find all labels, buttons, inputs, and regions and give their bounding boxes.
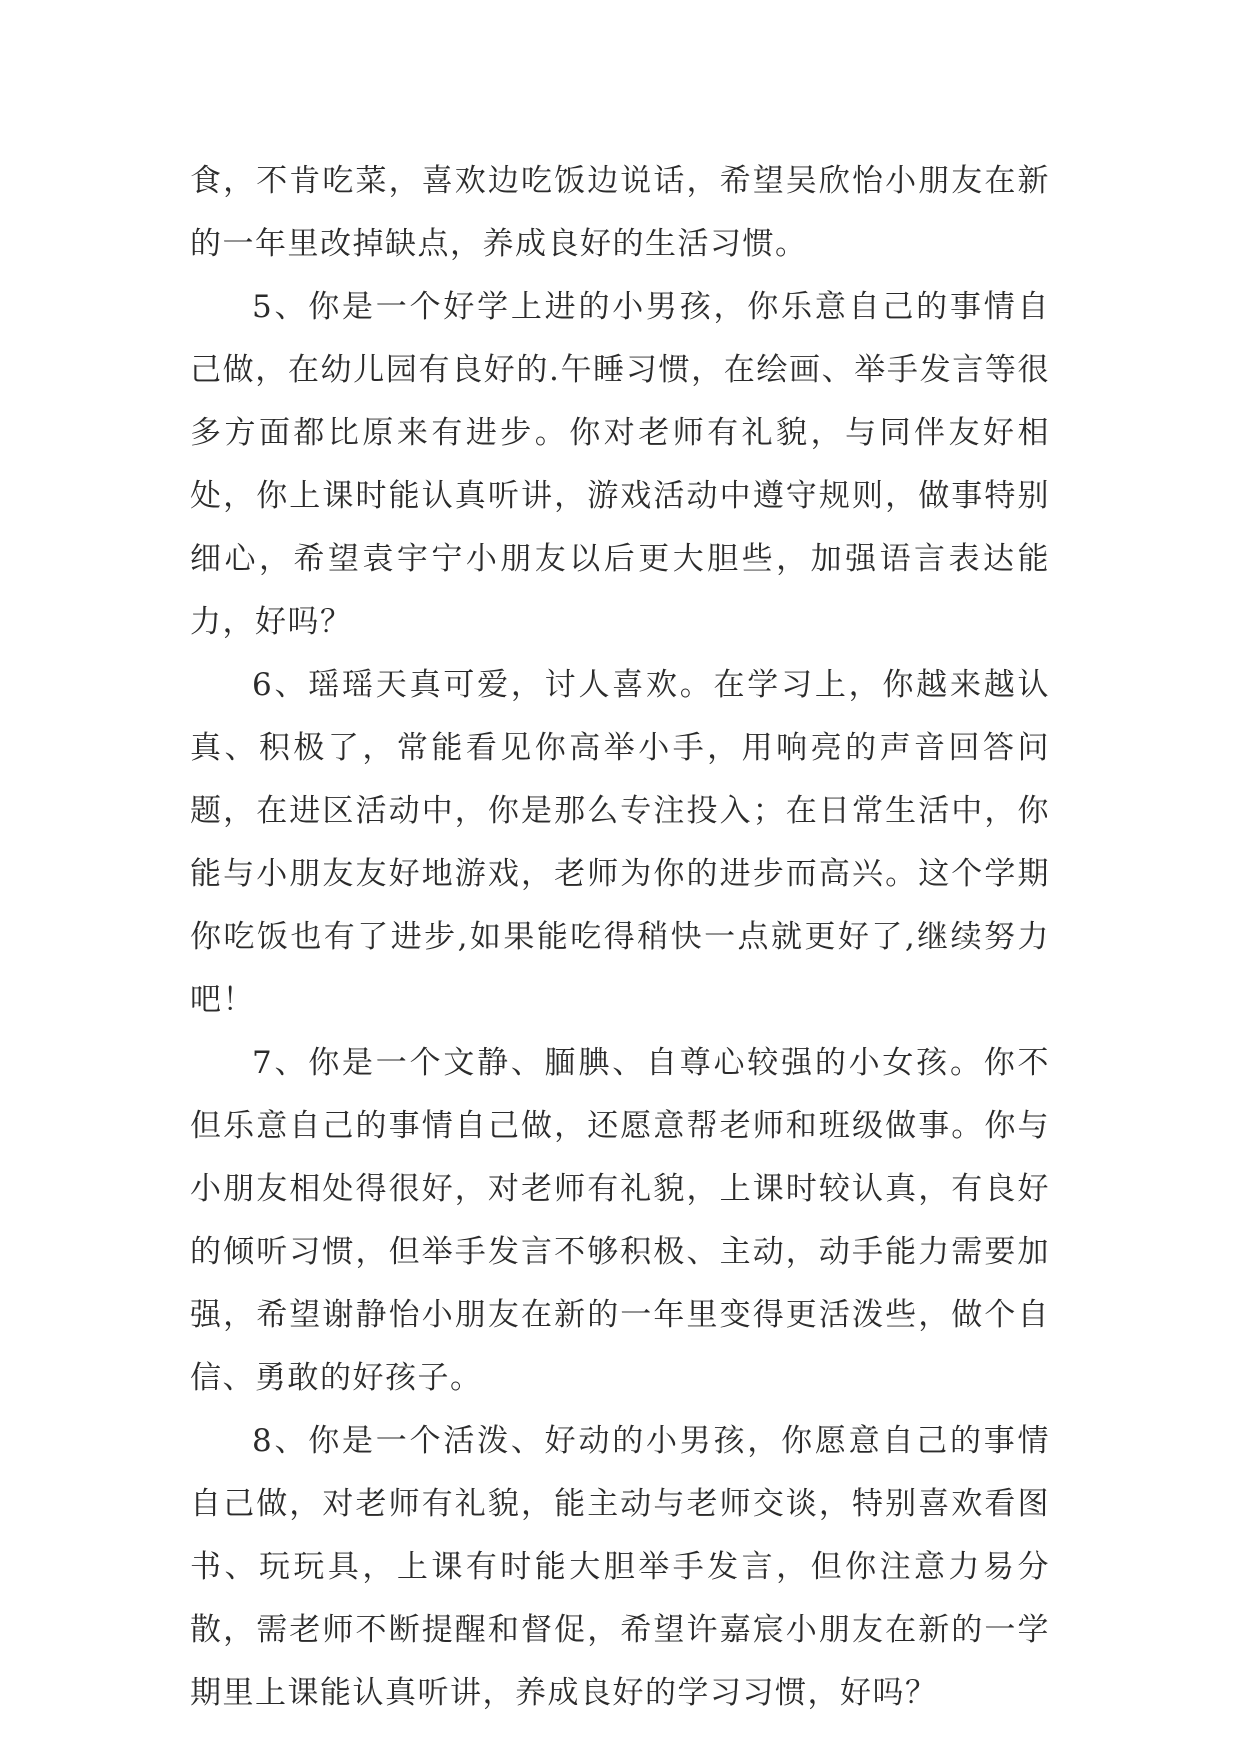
paragraph-item-8: 8、你是一个活泼、好动的小男孩，你愿意自己的事情自己做，对老师有礼貌，能主动与老师交谈，特别喜欢看图书、玩玩具，上课有时能大胆举手发言，但你注意力易分散，需老师不断提醒和督促，希望许嘉宸小朋友在新的一学期里上课能认真听讲，养成良好的学习习惯，好吗？ <box>190 1423 1050 1711</box>
paragraph-item-6: 6、瑶瑶天真可爱，讨人喜欢。在学习上，你越来越认真、积极了，常能看见你高举小手，用响亮的声音回答问题，在进区活动中，你是那么专注投入；在日常生活中，你能与小朋友友好地游戏，老师为你的进步而高兴。这个学期你吃饭也有了进步,如果能吃得稍快一点就更好了,继续努力吧！ <box>190 667 1050 1018</box>
paragraph-item-7: 7、你是一个文静、腼腆、自尊心较强的小女孩。你不但乐意自己的事情自己做，还愿意帮老师和班级做事。你与小朋友相处得很好，对老师有礼貌，上课时较认真，有良好的倾听习惯，但举手发言不够积极、主动，动手能力需要加强，希望谢静怡小朋友在新的一年里变得更活泼些，做个自信、勇敢的好孩子。 <box>190 1045 1050 1396</box>
document-body <box>190 150 1050 1725</box>
paragraph-continuation: 食，不肯吃菜，喜欢边吃饭边说话，希望吴欣怡小朋友在新的一年里改掉缺点，养成良好的生活习惯。 <box>190 163 1050 262</box>
paragraph-item-5: 5、你是一个好学上进的小男孩，你乐意自己的事情自己做，在幼儿园有良好的.午睡习惯，在绘画、举手发言等很多方面都比原来有进步。你对老师有礼貌，与同伴友好相处，你上课时能认真听讲，游戏活动中遵守规则，做事特别细心，希望袁宇宁小朋友以后更大胆些，加强语言表达能力，好吗？ <box>190 289 1050 640</box>
